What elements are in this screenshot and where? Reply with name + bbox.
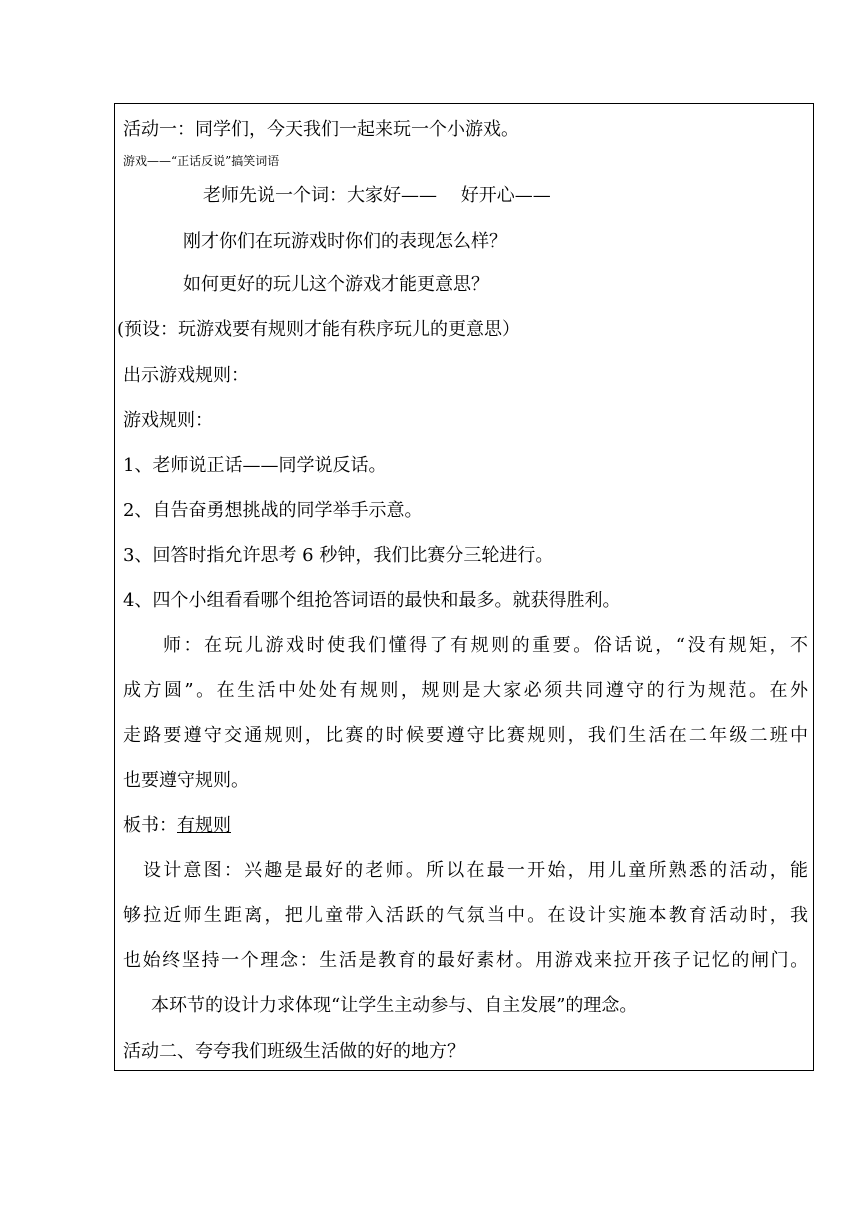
show-rules-line: 出示游戏规则： [123, 365, 249, 386]
board-label: 板书： [123, 815, 177, 836]
teacher-summary-line: 也要遵守规则。 [123, 770, 249, 791]
activity-one-intro: 活动一：同学们，今天我们一起来玩一个小游戏。 [123, 119, 519, 140]
rules-heading: 游戏规则： [123, 410, 213, 431]
board-value: 有规则 [177, 815, 231, 836]
board-writing [123, 815, 808, 837]
teacher-summary-line: 成方圆”。在生活中处处有规则，规则是大家必须共同遵守的行为规范。在外 [123, 680, 808, 701]
rule-item: 2、自告奋勇想挑战的同学举手示意。 [123, 500, 423, 521]
design-intent-line: 够拉近师生距离，把儿童带入活跃的气氛当中。在设计实施本教育活动时，我 [123, 905, 808, 926]
question-two: 如何更好的玩儿这个游戏才能更意思？ [183, 274, 489, 295]
activity-two-title: 活动二、夸夸我们班级生活做的好的地方？ [123, 1041, 465, 1062]
teacher-word-line: 老师先说一个词：大家好—— 好开心—— [203, 185, 551, 206]
question-one: 刚才你们在玩游戏时你们的表现怎么样？ [183, 231, 507, 252]
rule-item: 4、四个小组看看哪个组抢答词语的最快和最多。就获得胜利。 [123, 590, 621, 611]
design-intent-line: 设计意图：兴趣是最好的老师。所以在最一开始，用儿童所熟悉的活动，能 [143, 860, 808, 881]
rule-item: 1、老师说正话——同学说反话。 [123, 455, 387, 476]
design-intent-line: 本环节的设计力求体现“让学生主动参与、自主发展”的理念。 [151, 995, 638, 1016]
game-title: 游戏——“正话反说”搞笑词语 [123, 154, 280, 168]
rule-item: 3、回答时指允许思考 6 秒钟，我们比赛分三轮进行。 [123, 545, 554, 566]
teacher-summary-line: 师：在玩儿游戏时使我们懂得了有规则的重要。俗话说，“没有规矩，不 [163, 635, 808, 656]
preset-note: (预设：玩游戏要有规则才能有秩序玩儿的更意思） [117, 319, 521, 340]
teacher-summary-line: 走路要遵守交通规则，比赛的时候要遵守比赛规则，我们生活在二年级二班中 [123, 725, 808, 746]
design-intent-line: 也始终坚持一个理念：生活是教育的最好素材。用游戏来拉开孩子记忆的闸门。 [123, 950, 808, 971]
